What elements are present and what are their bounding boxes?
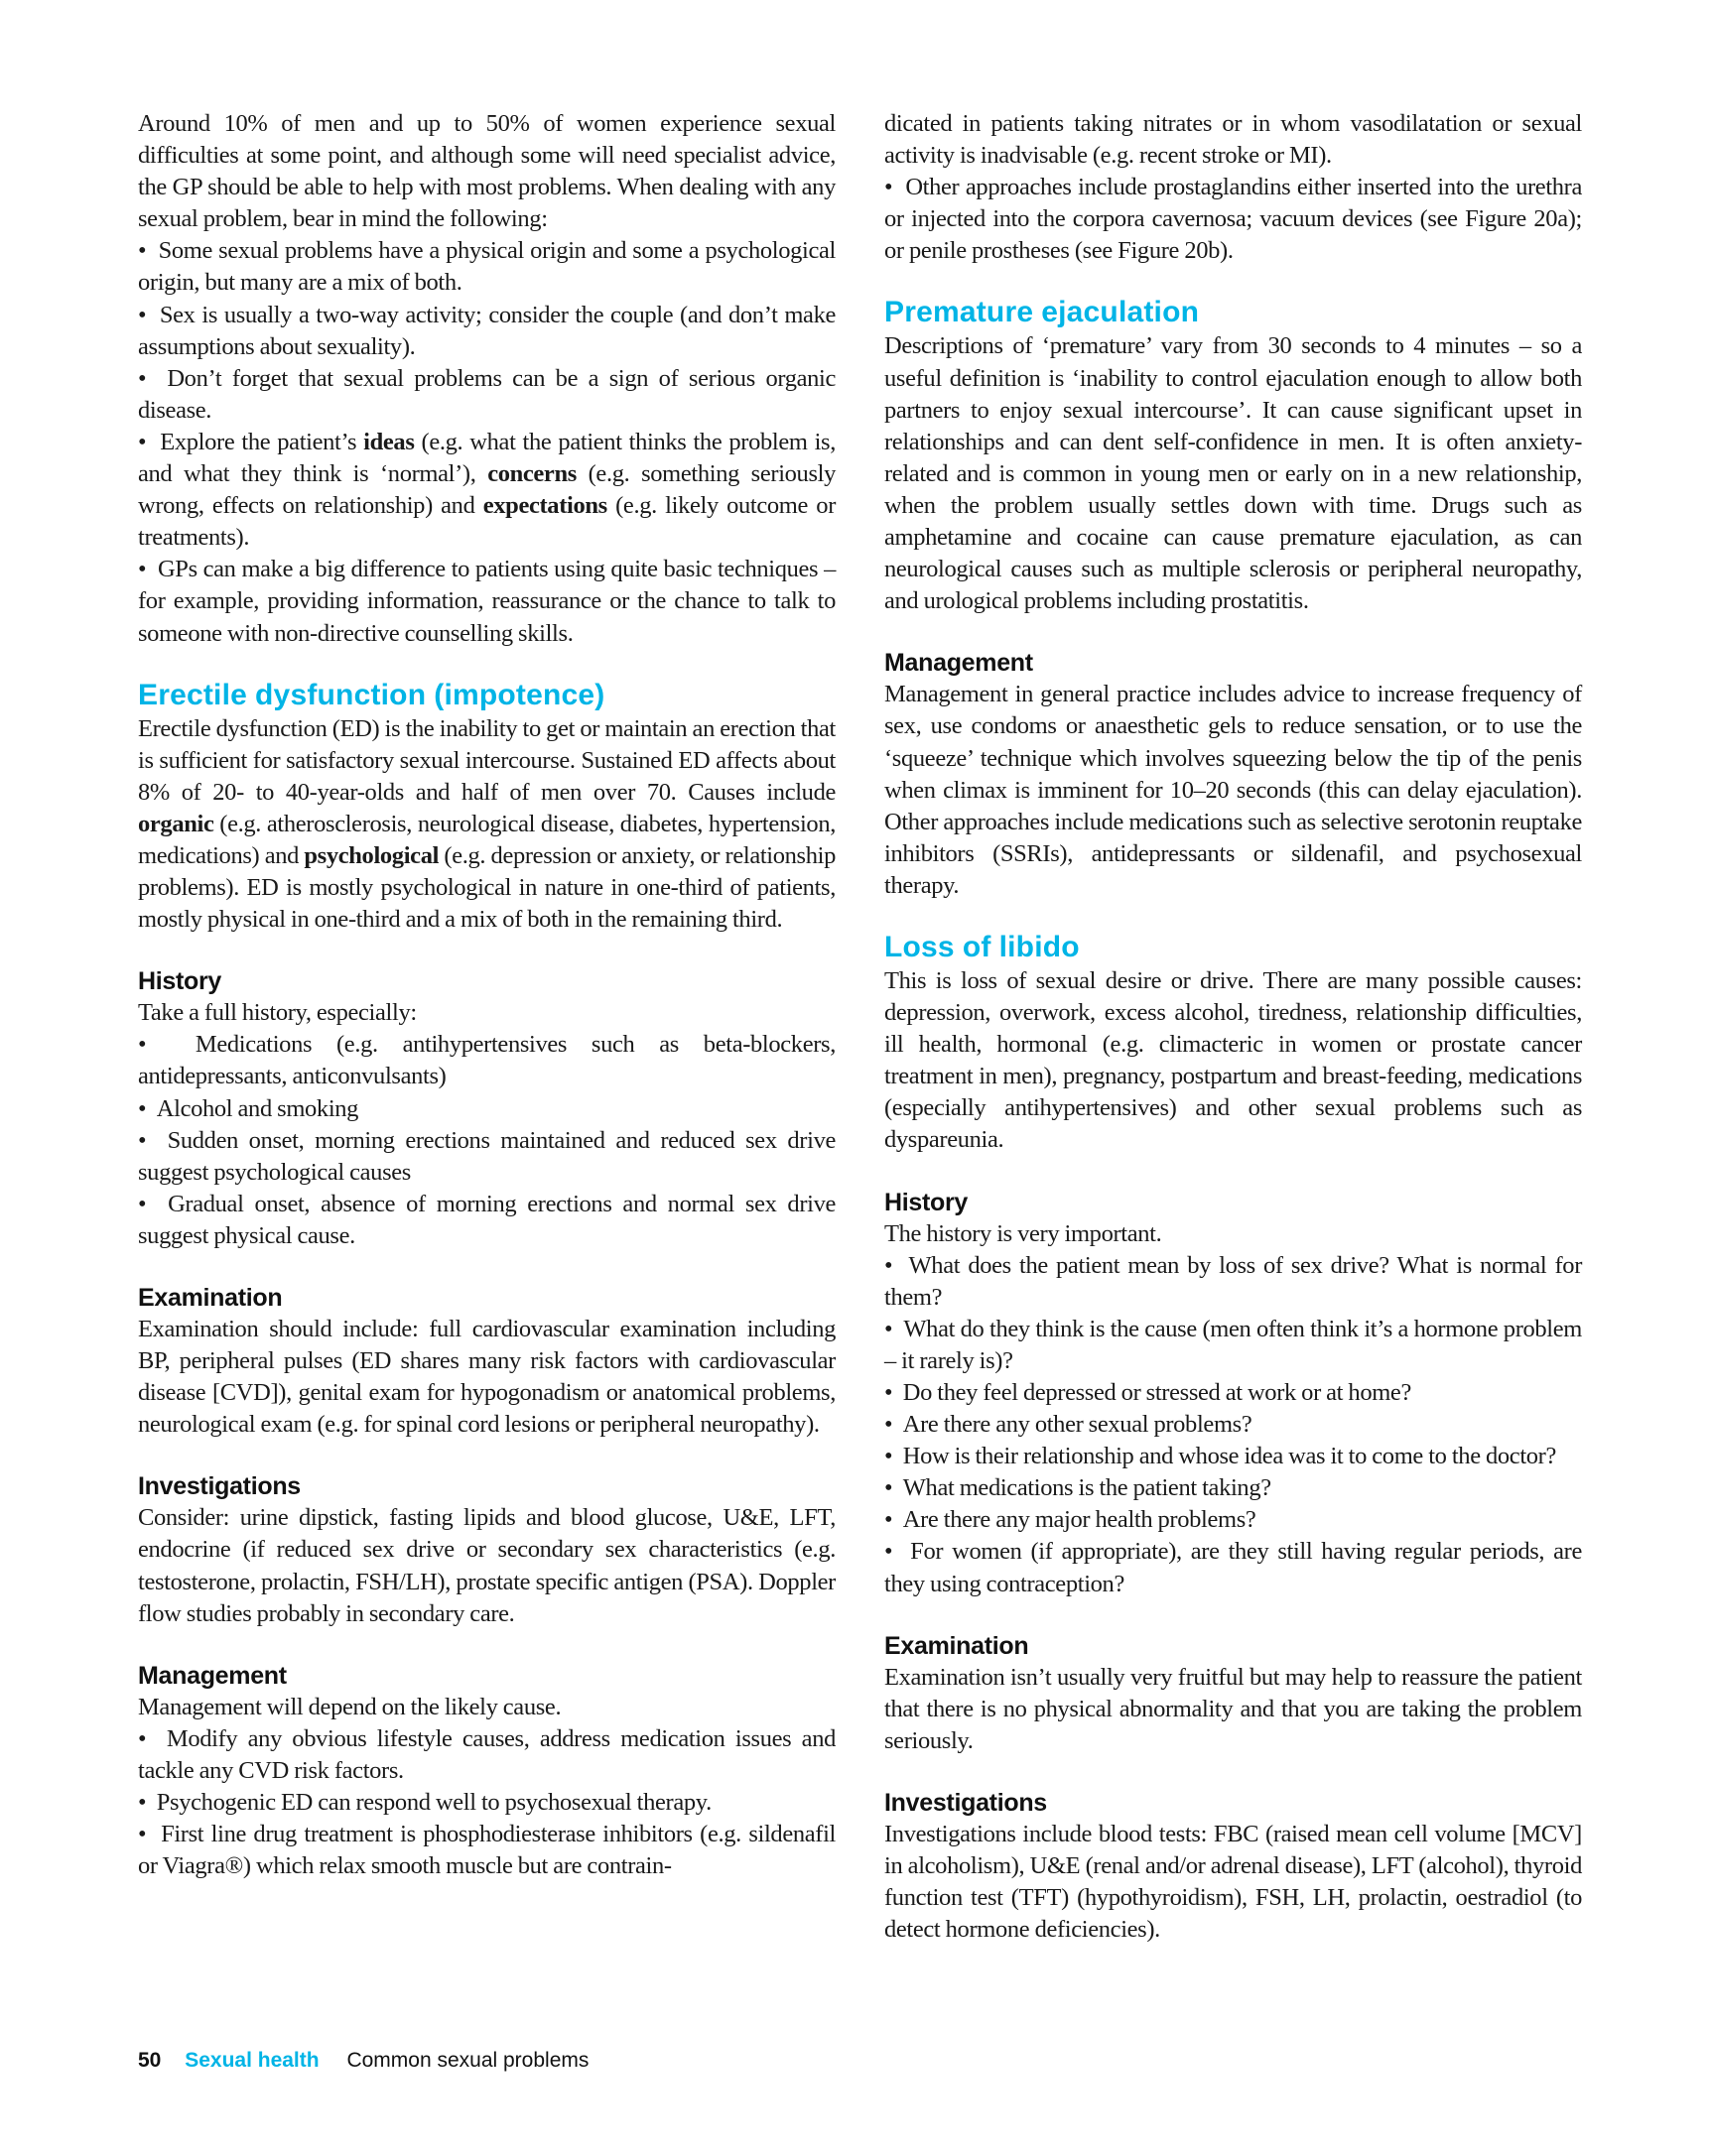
spacer: [884, 267, 1582, 295]
list-item: • Sex is usually a two-way activity; consider the couple (and don’t make assumptions about sexuality).: [138, 300, 836, 363]
subheading-investigations: Investigations: [884, 1788, 1047, 1817]
libido-history-intro: The history is very important.: [884, 1219, 1162, 1247]
list-item: • Gradual onset, absence of morning erections and normal sex drive suggest physical cause.: [138, 1189, 836, 1252]
ed-body: [138, 713, 836, 937]
libido-body: This is loss of sexual desire or drive. There are many possible causes: depression, overwork, excess alcohol, tiredness, relationship difficulties, ill health, hormonal (e.g. climacteric in women or prostate cancer treatment in men), pregnancy, postpartum and breast-feeding, medications (especially antihypertensives) and other sexual problems such as dyspareunia.: [884, 966, 1582, 1154]
bold-term-expectations: expectations: [482, 492, 607, 520]
examination-body: Examination should include: full cardiovascular examination including BP, peripheral pulses (ED shares many risk factors with cardiovascular disease [CVD]), genital exam for hypogonadism or anatomical problems, neurological exam (e.g. for spinal cord lesions or peripheral neuropathy).: [138, 1316, 836, 1439]
list-item: • For women (if appropriate), are they still having regular periods, are they using contraception?: [884, 1536, 1582, 1599]
subheading-examination: Examination: [884, 1631, 1029, 1660]
list-item: • What do they think is the cause (men often think it’s a hormone problem – it rarely is)?: [884, 1314, 1582, 1377]
pe-management-body: Management in general practice includes advice to increase frequency of sex, use condoms or anaesthetic gels to reduce sensation, or to use the ‘squeeze’ technique which involves squeezing below the tip of the penis when climax is imminent for 10–20 seconds (this can delay ejaculation). Other approaches include medications such as selective serotonin reuptake inhibitors (SSRIs), antidepressants or sildenafil, and psychosexual therapy.: [884, 681, 1582, 899]
bold-term-psychological: psychological: [304, 841, 440, 869]
spacer: [884, 1757, 1582, 1787]
running-section-title: Sexual health: [185, 2049, 320, 2072]
subheading-examination: Examination: [138, 1284, 283, 1312]
list-item: • Other approaches include prostaglandins either inserted into the urethra or injected into the corpora cavernosa; vacuum devices (see Figure 20a); or penile prostheses (see Figure 20b).: [884, 172, 1582, 267]
left-column: [138, 108, 836, 1882]
bold-term-concerns: concerns: [487, 460, 577, 488]
intro-paragraph: Around 10% of men and up to 50% of women experience sexual difficulties at some point, and although some will need specialist advice, the GP should be able to help with most problems. When dealing with any sexual problem, bear in mind the following:: [138, 110, 836, 233]
list-item: • Are there any major health problems?: [884, 1504, 1582, 1536]
section-heading-premature-ejaculation: Premature ejaculation: [884, 296, 1200, 329]
page-footer: [138, 2049, 589, 2073]
spacer: [138, 650, 836, 678]
section-heading-loss-of-libido: Loss of libido: [884, 930, 1080, 963]
subheading-management: Management: [138, 1661, 287, 1690]
spacer: [138, 936, 836, 965]
text-run: Explore the patient’s: [160, 428, 364, 455]
page-number: 50: [138, 2049, 162, 2072]
subheading-history: History: [138, 967, 222, 996]
spacer: [138, 1252, 836, 1282]
list-item-ice: [138, 427, 836, 554]
pe-body: Descriptions of ‘premature’ vary from 30 seconds to 4 minutes – so a useful definition is ‘inability to control ejaculation enough to allow both partners to enjoy sexual intercourse’. It can cause significant upset in relationships and can dent self-confidence in men. It is often anxiety-related and is common in young men or early on in a new relationship, when the problem usually settles down with time. Drugs such as amphetamine and cocaine can cause premature ejaculation, as can neurological causes such as multiple sclerosis or peripheral neuropathy, and urological problems including prostatitis.: [884, 332, 1582, 615]
spacer: [138, 1630, 836, 1660]
spacer: [884, 617, 1582, 647]
list-item: • What medications is the patient taking?: [884, 1472, 1582, 1504]
subheading-management: Management: [884, 649, 1033, 678]
running-chapter-title: Common sexual problems: [346, 2049, 590, 2072]
list-item: • How is their relationship and whose idea was it to come to the doctor?: [884, 1441, 1582, 1472]
list-item: • Do they feel depressed or stressed at work or at home?: [884, 1377, 1582, 1409]
list-item: • Don’t forget that sexual problems can be a sign of serious organic disease.: [138, 363, 836, 427]
subheading-investigations: Investigations: [138, 1472, 301, 1501]
section-heading-erectile-dysfunction: Erectile dysfunction (impotence): [138, 678, 605, 711]
libido-examination-body: Examination isn’t usually very fruitful but may help to reassure the patient that there is no physical abnormality and that you are taking the problem seriously.: [884, 1663, 1582, 1754]
spacer: [138, 1441, 836, 1470]
list-item: • Sudden onset, morning erections maintained and reduced sex drive suggest psychological causes: [138, 1125, 836, 1189]
list-item: • Medications (e.g. antihypertensives such as beta-blockers, antidepressants, anticonvulsants): [138, 1029, 836, 1092]
list-item: • Some sexual problems have a physical origin and some a psychological origin, but many are a mix of both.: [138, 235, 836, 299]
text-run: (e.g. something seriously wrong, effects on relationship) and: [138, 460, 836, 520]
history-intro: Take a full history, especially:: [138, 999, 417, 1027]
list-item: • Alcohol and smoking: [138, 1093, 836, 1125]
investigations-body: Consider: urine dipstick, fasting lipids and blood glucose, U&E, LFT, endocrine (if reduced sex drive or secondary sex characteristics (e.g. testosterone, prolactin, FSH/LH), prostate specific antigen (PSA). Doppler flow studies probably in secondary care.: [138, 1504, 836, 1627]
text-run: (e.g. likely outcome or treatments).: [138, 492, 837, 552]
bold-term-organic: organic: [138, 810, 214, 837]
continuation-paragraph: dicated in patients taking nitrates or in whom vasodilatation or sexual activity is inadvisable (e.g. recent stroke or MI).: [884, 110, 1582, 170]
text-run: Erectile dysfunction (ED) is the inability to get or maintain an erection that is sufficient for satisfactory sexual intercourse. Sustained ED affects about 8% of 20- to 40-year-olds and half of men over 70. Causes include: [138, 714, 836, 806]
spacer: [884, 902, 1582, 930]
list-item: • Are there any other sexual problems?: [884, 1409, 1582, 1441]
text-run: (e.g. depression or anxiety, or relationship problems). ED is mostly psychological in nature in one-third of patients, mostly physical in one-third and a mix of both in the remaining third.: [138, 841, 836, 934]
spacer: [884, 1600, 1582, 1630]
spacer: [884, 1157, 1582, 1187]
list-item: • First line drug treatment is phosphodiesterase inhibitors (e.g. sildenafil or Viagra®) which relax smooth muscle but are contrain-: [138, 1819, 836, 1882]
libido-investigations-body: Investigations include blood tests: FBC (raised mean cell volume [MCV] in alcoholism), U&E (renal and/or adrenal disease), LFT (alcohol), thyroid function test (TFT) (hypothyroidism), FSH, LH, prolactin, oestradiol (to detect hormone deficiencies).: [884, 1820, 1582, 1944]
list-item: • Modify any obvious lifestyle causes, address medication issues and tackle any CVD risk factors.: [138, 1723, 836, 1787]
subheading-history: History: [884, 1188, 969, 1216]
right-column: [884, 108, 1582, 1946]
text-run: (e.g. atherosclerosis, neurological disease, diabetes, hypertension, medications) and: [138, 810, 836, 869]
text-run: (e.g. what the patient thinks the problem is, and what they think is ‘normal’),: [138, 428, 836, 488]
list-item: • Psychogenic ED can respond well to psychosexual therapy.: [138, 1787, 836, 1819]
list-item: • GPs can make a big difference to patients using quite basic techniques – for example, providing information, reassurance or the chance to talk to someone with non-directive counselling skills.: [138, 554, 836, 649]
management-intro: Management will depend on the likely cause.: [138, 1693, 562, 1720]
bold-term-ideas: ideas: [363, 428, 415, 455]
list-item: • What does the patient mean by loss of sex drive? What is normal for them?: [884, 1250, 1582, 1314]
